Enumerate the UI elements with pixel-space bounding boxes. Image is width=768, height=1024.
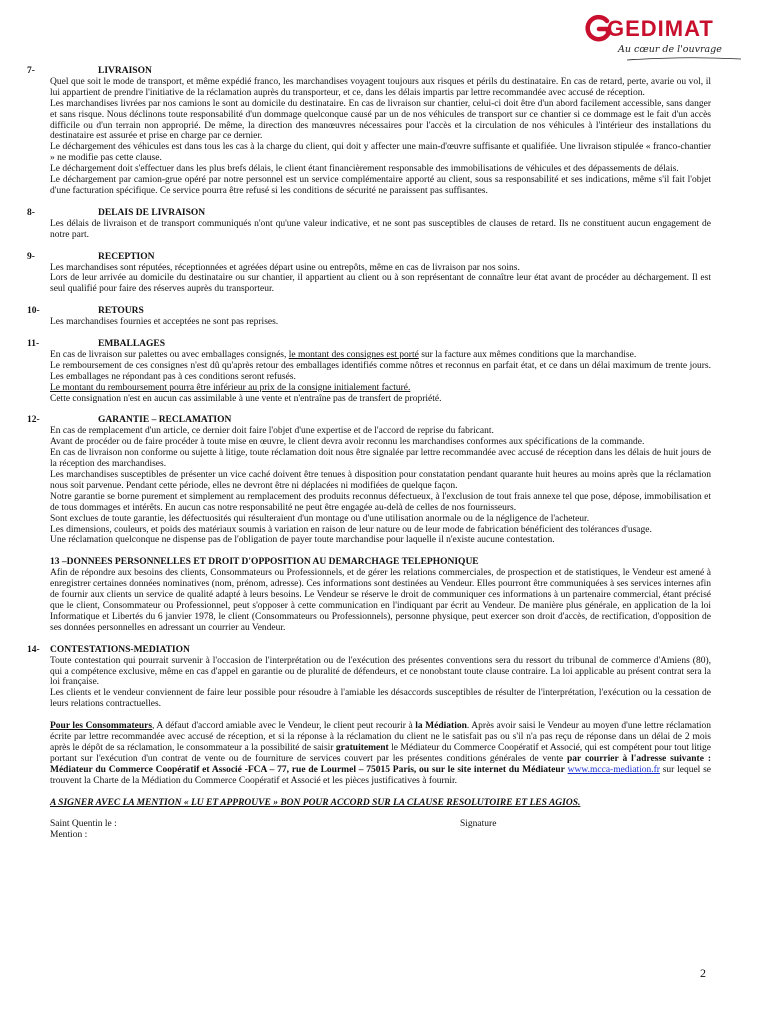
signature-row <box>27 819 711 830</box>
section-delais-de-livraison <box>27 208 711 241</box>
paragraph: Afin de répondre aux besoins des clients, Consommateurs ou Professionnels, et de gérer les relations commerciales, de prospection et de statistiques, le Vendeur est amené à enregistrer certaines données nominatives (nom, prénom, adresse). Ces informations sont destinées au Vendeur. Elles pourront être communiquées à ses services internes afin de fournir aux clients un service de qualité adapté à leurs besoins. Le Vendeur se réserve le droit de communiquer ces informations à un partenaire commercial, étant précisé que le client, Consommateur ou Professionnel, peut s'opposer à cette communication en l'indiquant par écrit au Vendeur. De manière plus générale, en application de la loi Informatique et Libertés du 6 janvier 1978, le client (Consommateurs ou Professionnels), personne physique, peut exercer son droit d'accès, de rectification, d'opposition de ses données personnelles en adressant un courrier au Vendeur. <box>50 568 711 633</box>
section-title: RECEPTION <box>98 251 155 262</box>
gedimat-logo <box>585 14 745 64</box>
paragraph: En cas de remplacement d'un article, ce dernier doit faire l'objet d'une expertise et de l'accord de reprise du fabricant. <box>50 426 494 437</box>
text-run: , A défaut d'accord amiable avec le Vendeur, le client peut recourir à <box>152 721 416 732</box>
signature-label: Signature <box>460 819 497 830</box>
paragraph: Le déchargement des véhicules est dans tous les cas à la charge du client, qui doit y affecter une main-d'œuvre suffisante et qualifiée. Une livraison stipulée « franco-chantier » ne modifie pas cette clause. <box>50 142 711 164</box>
paragraph: Toute contestation qui pourrait survenir à l'occasion de l'interprétation ou de l'exécution des présentes conventions sera du ressort du tribunal de commerce d'Amiens (80), qui a compétence exclusive, même en cas d'appel en garantie ou de pluralité de défendeurs, et ce nonobstant toute clause contraire. La loi applicable au présent contrat sera la loi française. <box>50 655 711 688</box>
mention-label: Mention : <box>50 830 88 841</box>
paragraph: Les marchandises sont réputées, réceptionnées et agréées départ usine ou entrepôts, même en cas de livraison par nos soins. <box>50 262 520 273</box>
bold-text: la Médiation <box>415 721 467 732</box>
mediation-website-link[interactable]: www.mcca-mediation.fr <box>567 764 660 775</box>
mention-row <box>27 830 711 841</box>
paragraph: Quel que soit le mode de transport, et même expédié franco, les marchandises voyagent toujours aux risques et périls du destinataire. En cas de retard, perte, avarie ou vol, il lui appartient de prendre l'initiative de la réclamation auprès du transporteur, et ce, dans les délais impartis par lettre recommandée avec accusé de réception. <box>50 76 711 98</box>
text-run: En cas de livraison sur palettes ou avec emballages consignés, <box>50 349 289 360</box>
section-retours <box>27 306 711 328</box>
logo-tagline: Au cœur de l'ouvrage <box>618 44 722 55</box>
bold-text: par courrier à l'adresse suivante : Médiateur du Commerce Coopératif et Associé -FCA – 77, rue de Lourmel – 75015 Paris, ou sur le site internet du Médiateur <box>50 753 711 775</box>
paragraph: Les dimensions, couleurs, et poids des matériaux soumis à variation en raison de leur nature ou de leur mode de fabrication bénéficient des tolérances d'usage. <box>50 524 652 535</box>
section-title: RETOURS <box>98 306 144 317</box>
text-run: . Après avoir saisi le Vendeur au moyen d'une lettre réclamation écrite par lettre recommandée avec accusé de réception, et si la réponse à la réclamation du client ne le satisfait pas ou s'il n'a pas reçu de réponse dans un délai de 2 mois après le dépôt de sa réclamation, le consommateur a la possibilité de saisir <box>50 721 712 753</box>
section-emballages <box>27 339 711 404</box>
paragraph: En cas de livraison non conforme ou sujette à litige, toute réclamation doit nous être signalée par lettre recommandée avec accusé de réception dans les délais de huit jours de la réception des marchandises. <box>50 448 711 470</box>
section-title: EMBALLAGES <box>98 339 166 350</box>
section-number: 12- <box>27 415 40 426</box>
section-number: 14- <box>27 644 40 655</box>
paragraph: Les délais de livraison et de transport communiqués n'ont qu'une valeur indicative, et ne sont pas susceptibles de clauses de retard. Ils ne constituent aucun engagement de notre part. <box>50 218 711 240</box>
section-number: 10- <box>27 306 40 317</box>
paragraph: Les clients et le vendeur conviennent de faire leur possible pour résoudre à l'amiable les désaccords susceptibles de résulter de l'interprétation, l'exécution ou la cessation de leurs relations contractuelles. <box>50 688 711 710</box>
section-number: 11- <box>27 339 40 350</box>
paragraph: Lors de leur arrivée au domicile du destinataire ou sur chantier, il appartient au client ou à son représentant de connaître leur état avant de procéder au déchargement. Il est seul qualifié pour faire des réserves auprès du transporteur. <box>50 273 711 295</box>
paragraph: Les marchandises livrées par nos camions le sont au domicile du destinataire. En cas de livraison sur chantier, celui-ci doit être d'un abord facilement accessible, sans danger et sans risque. Nous déclinons toute responsabilité d'un dommage quelconque causé par un de nos véhicules de transport sur ce chantier si ce dommage est le fait d'un accès difficile ou d'un terrain non approprié. De même, la direction des manœuvres nécessaires pour l'accès et la circulation de nos véhicules à l'intérieur des installations du destinataire est assurée et prise en charge par ce dernier. <box>50 98 711 142</box>
section-title: GARANTIE – RECLAMATION <box>98 415 232 426</box>
paragraph <box>50 350 711 361</box>
paragraph: Le déchargement par camion-grue opéré par notre personnel est un service complémentaire apporté au client, sous sa responsabilité et ses indications, même s'il fait l'objet d'une facturation spécifique. Ce service pourra être refusé si les conditions de sécurité ne paraissent pas suffisantes. <box>50 175 711 196</box>
text-run: le Médiateur du Commerce Coopératif et Associé, qui est compétent pour tout litige portant sur l'exécution d'un contrat de vente ou de fourniture de services couvert par les présentes conditions générales de vente <box>50 742 711 764</box>
section-reception <box>27 252 711 296</box>
text-run: sur lequel se trouvent la Charte de la Médiation du Commerce Coopératif et Associé et les pièces justificatives à fournir. <box>50 764 712 786</box>
bold-underlined-text: Pour les Consommateurs <box>50 721 153 732</box>
underlined-paragraph: Le montant du remboursement pourra être inférieur au prix de la consigne initialement facturé. <box>50 382 411 393</box>
paragraph: Notre garantie se borne purement et simplement au remplacement des produits reconnus défectueux, à l'exclusion de tout frais annexe tel que pose, dépose, immobilisation et de tous dommages et intérêts. En aucun cas notre responsabilité ne peut être engagée au-delà de celles de nos fournisseurs. <box>50 491 711 513</box>
paragraph: Le remboursement de ces consignes n'est dû qu'après retour des emballages identifiés comme nôtres et reconnus en parfait état, et ce dans un délai maximum de trente jours. Les emballages ne répondant pas à ces conditions seront refusés. <box>50 360 711 382</box>
section-title: CONTESTATIONS-MEDIATION <box>50 644 190 655</box>
text-run: sur la facture aux mêmes conditions que la marchandise. <box>418 349 637 360</box>
page-number: 2 <box>700 966 706 980</box>
paragraph: Sont exclues de toute garantie, les défectuosités qui résulteraient d'un montage ou d'une utilisation anormale ou de la négligence de l'acheteur. <box>50 513 590 524</box>
mediation-paragraph <box>50 721 711 786</box>
section-donnees-personnelles <box>27 557 711 633</box>
section-garantie-reclamation <box>27 415 711 546</box>
section-number: 8- <box>27 207 35 218</box>
logo-brand-name: GEDIMAT <box>607 16 714 41</box>
paragraph: Les marchandises susceptibles de présenter un vice caché doivent être tenues à disposition pour constatation pendant quarante huit heures au moins après que la réclamation nous soit parvenue. Pendant cette période, elles ne devront être ni déplacées ni modifiées de quelque façon. <box>50 470 711 491</box>
section-contestations-mediation <box>27 645 711 787</box>
section-number: 9- <box>27 251 35 262</box>
bold-text: gratuitement <box>335 742 389 753</box>
section-title: 13 –DONNEES PERSONNELLES ET DROIT D'OPPOSITION AU DEMARCHAGE TELEPHONIQUE <box>50 557 479 568</box>
paragraph: Une réclamation quelconque ne dispense pas de l'obligation de payer toute marchandise pour laquelle il n'existe aucune contestation. <box>50 535 555 546</box>
section-number: 7- <box>27 66 35 76</box>
underlined-text: le montant des consignes est porté <box>288 349 419 360</box>
paragraph: Le déchargement doit s'effectuer dans les plus brefs délais, le client étant financièrement responsable des immobilisations de véhicules et des dépassements de délais. <box>50 164 679 175</box>
place-date-label: Saint Quentin le : <box>50 819 117 830</box>
section-title: LIVRAISON <box>98 66 152 76</box>
paragraph: Les marchandises fournies et acceptées ne sont pas reprises. <box>50 317 279 328</box>
section-title: DELAIS DE LIVRAISON <box>98 207 206 218</box>
paragraph: Avant de procéder ou de faire procéder à toute mise en œuvre, le client devra avoir reconnu les marchandises conformes aux spécifications de la commande. <box>50 437 645 448</box>
conditions-content <box>27 66 711 841</box>
logo-swoosh-icon <box>625 56 743 62</box>
section-livraison <box>27 66 711 197</box>
signature-instruction: A SIGNER AVEC LA MENTION « LU ET APPROUVE » BON POUR ACCORD SUR LA CLAUSE RESOLUTOIRE ET LES AGIOS. <box>50 797 581 808</box>
paragraph: Cette consignation n'est en aucun cas assimilable à une vente et n'entraîne pas de transfert de propriété. <box>50 393 442 404</box>
